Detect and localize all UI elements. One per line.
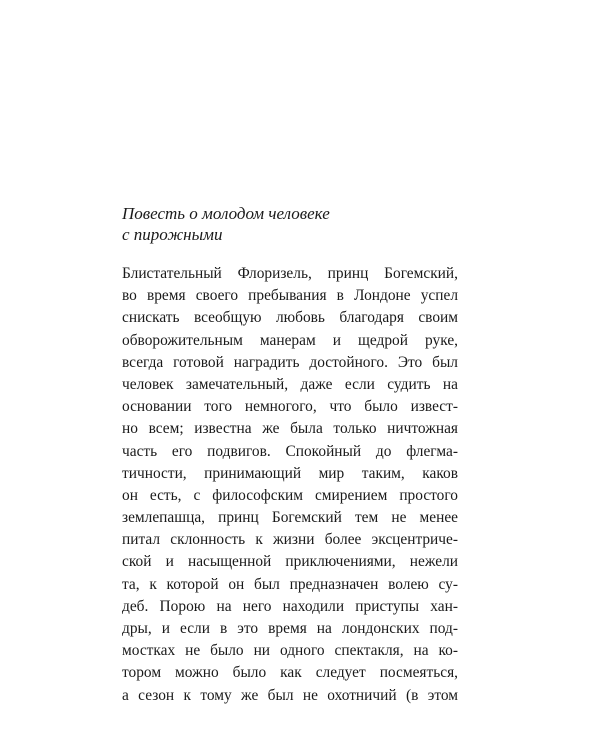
text-line: ской и насыщенной приключениями, нежели <box>122 553 458 571</box>
text-line: человек замечательный, даже если судить на <box>122 375 458 393</box>
text-line: тором можно было как следует посмеяться, <box>122 664 458 682</box>
text-line: деб. Порою на него находили приступы хан- <box>122 597 458 615</box>
text-line: он есть, с философским смирением простого <box>122 486 458 504</box>
text-line: тичности, принимающий мир таким, каков <box>122 464 458 482</box>
text-line: основании того немногого, что было извест- <box>122 398 458 416</box>
text-line: землепашца, принц Богемский тем не менее <box>122 509 458 527</box>
chapter-title-line-2: с пирожными <box>122 225 223 244</box>
text-line: мостках не было ни одного спектакля, на ко- <box>122 642 458 660</box>
text-line: обворожительным манерам и щедрой руке, <box>122 331 458 349</box>
text-line: Блистательный Флоризель, принц Богемский, <box>122 265 458 282</box>
text-line: но всем; известна же была только ничтожная <box>122 420 458 438</box>
chapter-title <box>122 203 462 245</box>
text-line: а сезон к тому же был не охотничий (в этом <box>122 686 458 704</box>
text-line: во время своего пребывания в Лондоне успел <box>122 287 458 305</box>
chapter-title-line-1: Повесть о молодом человеке <box>122 204 330 223</box>
body-paragraph <box>122 263 458 707</box>
text-line: снискать всеобщую любовь благодаря своим <box>122 309 458 327</box>
text-line: всегда готовой наградить достойного. Это был <box>122 353 458 371</box>
text-line: дры, и если в это время на лондонских под- <box>122 620 458 637</box>
text-line: часть его подвигов. Спокойный до флегма- <box>122 442 458 460</box>
text-line: та, к которой он был предназначен волею су- <box>122 575 458 593</box>
text-line: питал склонность к жизни более эксцентриче- <box>122 531 458 549</box>
